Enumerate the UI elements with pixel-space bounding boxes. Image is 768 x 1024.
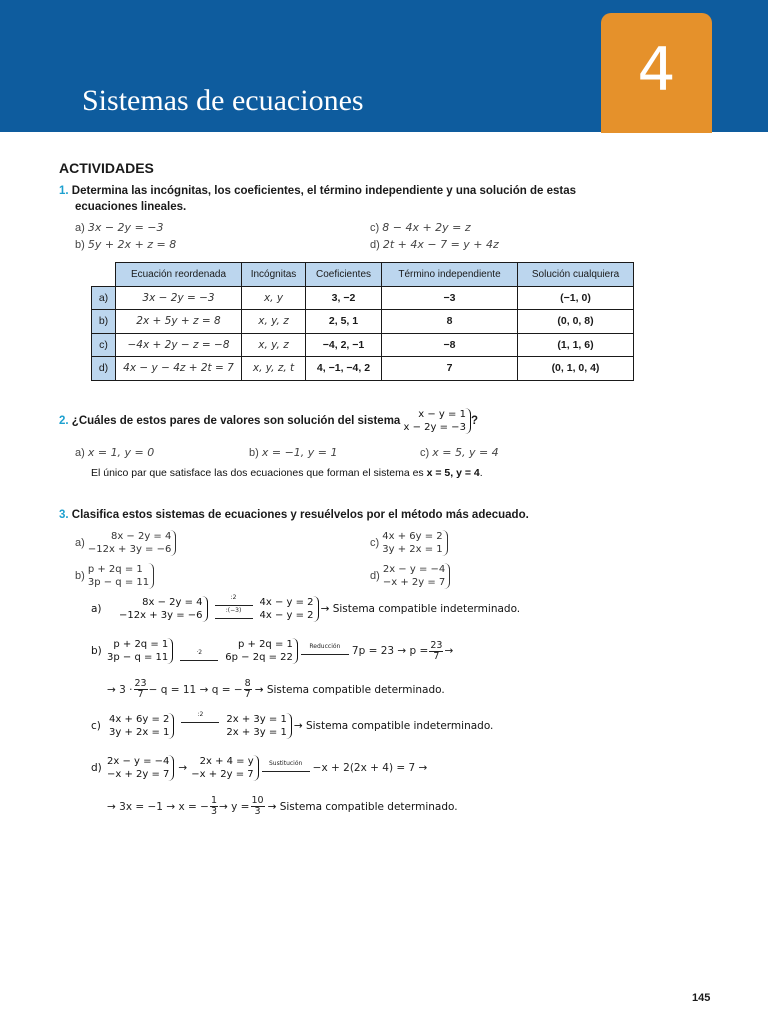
equation: 2x + 3y = 1 <box>226 727 287 738</box>
option-expr: 5y + 2x + z = 8 <box>87 238 177 251</box>
denominator: 3 <box>254 806 261 817</box>
operation-arrows <box>212 594 256 619</box>
table-cell: x, y, z <box>242 310 306 334</box>
solution-label: a) <box>91 603 102 615</box>
solution-result: → Sistema compatible indeterminado. <box>320 603 521 615</box>
equation-system <box>382 530 447 556</box>
table-cell: (0, 0, 8) <box>518 310 634 334</box>
solution-step: − q = 11 → q = − <box>148 683 243 696</box>
equation: −12x + 3y = −6 <box>87 544 172 555</box>
equation: 2x + 4 = y <box>199 756 254 767</box>
equation: 4x − y = 2 <box>259 597 314 608</box>
table-corner <box>92 263 116 287</box>
operation-label: :(−3) <box>225 607 242 614</box>
option-item <box>370 563 450 589</box>
table-cell: −4x + 2y − z = −8 <box>116 333 242 357</box>
question-text: Clasifica estos sistemas de ecuaciones y resuélvelos por el método más adecuado. <box>71 509 529 521</box>
solution-d <box>91 755 427 781</box>
denominator: 7 <box>244 689 251 700</box>
table-cell: x, y, z <box>242 333 306 357</box>
option-item <box>370 530 448 556</box>
solution-c <box>91 713 493 739</box>
option-label: b) <box>249 447 259 459</box>
equation-system <box>88 530 177 556</box>
equation: x − 2y = −3 <box>403 422 466 433</box>
fraction <box>429 641 443 662</box>
equation-system <box>260 596 319 622</box>
solution-step: → 3x = −1 → x = − <box>107 800 209 813</box>
table-header-row <box>92 263 634 287</box>
equation: −x + 2y = 7 <box>191 769 254 780</box>
solution-label: c) <box>91 720 101 732</box>
equation-system <box>383 563 450 589</box>
arrow-icon <box>301 642 349 655</box>
solution-step: → 3 · <box>107 683 133 696</box>
table-cell: 7 <box>382 357 518 381</box>
arrow-icon <box>215 594 253 606</box>
table-row <box>92 310 634 334</box>
question-text: ecuaciones lineales. <box>75 201 187 213</box>
section-title: ACTIVIDADES <box>59 160 154 176</box>
option-label: a) <box>75 447 85 459</box>
table-cell: 3x − 2y = −3 <box>116 286 242 310</box>
answer-end: . <box>479 467 483 479</box>
table-header: Incógnitas <box>242 263 306 287</box>
fraction <box>210 796 218 817</box>
equation: 4x − y = 2 <box>259 610 314 621</box>
numerator: 23 <box>134 678 147 689</box>
solution-result: → Sistema compatible determinado. <box>254 683 445 696</box>
table-cell: (−1, 0) <box>518 286 634 310</box>
row-label: b) <box>92 310 116 334</box>
equation-system <box>107 638 173 664</box>
solution-step: 7p = 23 → p = <box>351 645 429 657</box>
numerator: 23 <box>430 639 443 651</box>
option-label: d) <box>370 570 380 582</box>
option-label: a) <box>75 537 85 549</box>
solution-a <box>91 596 520 622</box>
arrow-icon <box>262 759 310 772</box>
fraction <box>134 679 148 700</box>
denominator: 7 <box>137 689 144 700</box>
solution-step: −x + 2(2x + 4) = 7 → <box>312 762 428 774</box>
equation: −12x + 3y = −6 <box>119 610 203 621</box>
operation-arrows <box>177 641 221 661</box>
table-cell: (1, 1, 6) <box>518 333 634 357</box>
option-expr: x = 1, y = 0 <box>87 446 155 459</box>
page-number: 145 <box>692 992 711 1004</box>
equation: 6p − 2q = 22 <box>225 652 293 663</box>
table-cell: x, y, z, t <box>242 357 306 381</box>
arrow-icon <box>215 607 253 619</box>
option-item <box>370 238 499 252</box>
equations-table <box>91 262 634 381</box>
option-expr: x = −1, y = 1 <box>261 446 338 459</box>
equation: 4x + 6y = 2 <box>109 714 170 725</box>
equation-system <box>225 638 298 664</box>
row-label: a) <box>92 286 116 310</box>
denominator: 3 <box>210 806 217 817</box>
option-expr: x = 5, y = 4 <box>432 446 499 459</box>
table-row <box>92 333 634 357</box>
method-label: Reducción <box>309 642 341 650</box>
table-row <box>92 286 634 310</box>
operation-label: ·2 <box>196 649 203 656</box>
equation-system <box>107 755 174 781</box>
solution-result: → Sistema compatible determinado. <box>267 800 458 813</box>
equation: 2x − y = −4 <box>107 756 170 767</box>
equation: −x + 2y = 7 <box>382 577 446 588</box>
option-item <box>75 563 154 589</box>
solution-d-line2 <box>107 796 458 817</box>
fraction <box>251 796 265 817</box>
solution-arrow: → <box>444 645 454 657</box>
solution-b <box>91 638 453 664</box>
equation-system <box>404 408 471 434</box>
question-end: ? <box>470 415 478 427</box>
equation: 8x − 2y = 4 <box>110 531 172 542</box>
option-item <box>249 446 338 460</box>
table-cell: (0, 1, 0, 4) <box>518 357 634 381</box>
solution-b-line2 <box>107 679 445 700</box>
table-row <box>92 357 634 381</box>
table-cell: 4, −1, −4, 2 <box>306 357 382 381</box>
table-cell: 3, −2 <box>306 286 382 310</box>
option-label: a) <box>75 222 85 234</box>
option-label: d) <box>370 239 380 251</box>
table-header: Ecuación reordenada <box>116 263 242 287</box>
equation: −x + 2y = 7 <box>107 769 170 780</box>
equation: p + 2q = 1 <box>113 639 169 650</box>
answer-prefix: El único par que satisface las dos ecuaciones que forman el sistema es <box>91 467 424 479</box>
chapter-number: 4 <box>637 35 676 105</box>
arrow-icon <box>181 711 219 723</box>
table-cell: 2x + 5y + z = 8 <box>116 310 242 334</box>
option-label: c) <box>420 447 430 459</box>
question-2 <box>59 408 478 434</box>
table-cell: −4, 2, −1 <box>306 333 382 357</box>
row-label: c) <box>92 333 116 357</box>
option-label: b) <box>75 570 85 582</box>
arrow-icon <box>180 649 218 661</box>
option-label: c) <box>370 537 380 549</box>
question-text: ¿Cuáles de estos pares de valores son solución del sistema <box>71 415 401 427</box>
question-number: 1. <box>59 185 69 197</box>
equation: 3p − q = 11 <box>107 652 169 663</box>
option-expr: 8 − 4x + 2y = z <box>382 221 471 234</box>
equation: 8x − 2y = 4 <box>142 597 203 608</box>
option-item <box>75 446 154 460</box>
equation-system <box>191 755 258 781</box>
equation: 4x + 6y = 2 <box>382 531 443 542</box>
denominator: 7 <box>433 650 440 662</box>
option-label: b) <box>75 239 85 251</box>
question-number: 3. <box>59 509 69 521</box>
numerator: 10 <box>251 795 264 806</box>
equation-system <box>226 713 291 739</box>
equation: p + 2q = 1 <box>87 564 143 575</box>
option-item <box>75 221 164 235</box>
equation: x − y = 1 <box>418 409 466 420</box>
question-number: 2. <box>59 415 69 427</box>
equation: 2x − y = −4 <box>382 564 446 575</box>
numerator: 1 <box>210 795 217 806</box>
solution-label: b) <box>91 645 102 657</box>
answer-value: x = 5, y = 4 <box>426 467 480 479</box>
option-expr: 3x − 2y = −3 <box>87 221 164 234</box>
question-text: Determina las incógnitas, los coeficientes, el término independiente y una solución de estas <box>71 185 577 197</box>
table-cell: −8 <box>382 333 518 357</box>
equation-system <box>119 596 208 622</box>
operation-label: :2 <box>230 594 237 601</box>
numerator: 8 <box>244 678 251 689</box>
equation: p + 2q = 1 <box>237 639 293 650</box>
option-expr: 2t + 4x − 7 = y + 4z <box>382 238 499 251</box>
table-cell: −3 <box>382 286 518 310</box>
table-cell: x, y <box>242 286 306 310</box>
solution-arrow: → <box>178 762 188 774</box>
solution-label: d) <box>91 762 102 774</box>
solution-result: → Sistema compatible indeterminado. <box>293 720 494 732</box>
table-cell: 8 <box>382 310 518 334</box>
question-3 <box>59 507 529 523</box>
option-item <box>75 238 176 252</box>
table-cell: 4x − y − 4z + 2t = 7 <box>116 357 242 381</box>
option-item <box>420 446 499 460</box>
equation: 3y + 2x = 1 <box>109 727 170 738</box>
option-item <box>370 221 471 235</box>
table-header: Término independiente <box>382 263 518 287</box>
page-title: Sistemas de ecuaciones <box>82 84 364 117</box>
equation: 3p − q = 11 <box>87 577 150 588</box>
solution-step: → y = <box>219 800 250 813</box>
equation-system <box>88 563 154 589</box>
fraction <box>244 679 252 700</box>
equation: 3y + 2x = 1 <box>382 544 443 555</box>
method-label: Sustitución <box>268 759 303 767</box>
table-header: Solución cualquiera <box>518 263 634 287</box>
table-cell: 2, 5, 1 <box>306 310 382 334</box>
operation-label: :2 <box>197 711 204 718</box>
option-label: c) <box>370 222 380 234</box>
equation: 2x + 3y = 1 <box>226 714 287 725</box>
question-1 <box>59 183 709 215</box>
table-header: Coeficientes <box>306 263 382 287</box>
option-item <box>75 530 176 556</box>
row-label: d) <box>92 357 116 381</box>
operation-arrows <box>178 711 222 736</box>
answer-text <box>91 466 483 480</box>
equation-system <box>109 713 174 739</box>
